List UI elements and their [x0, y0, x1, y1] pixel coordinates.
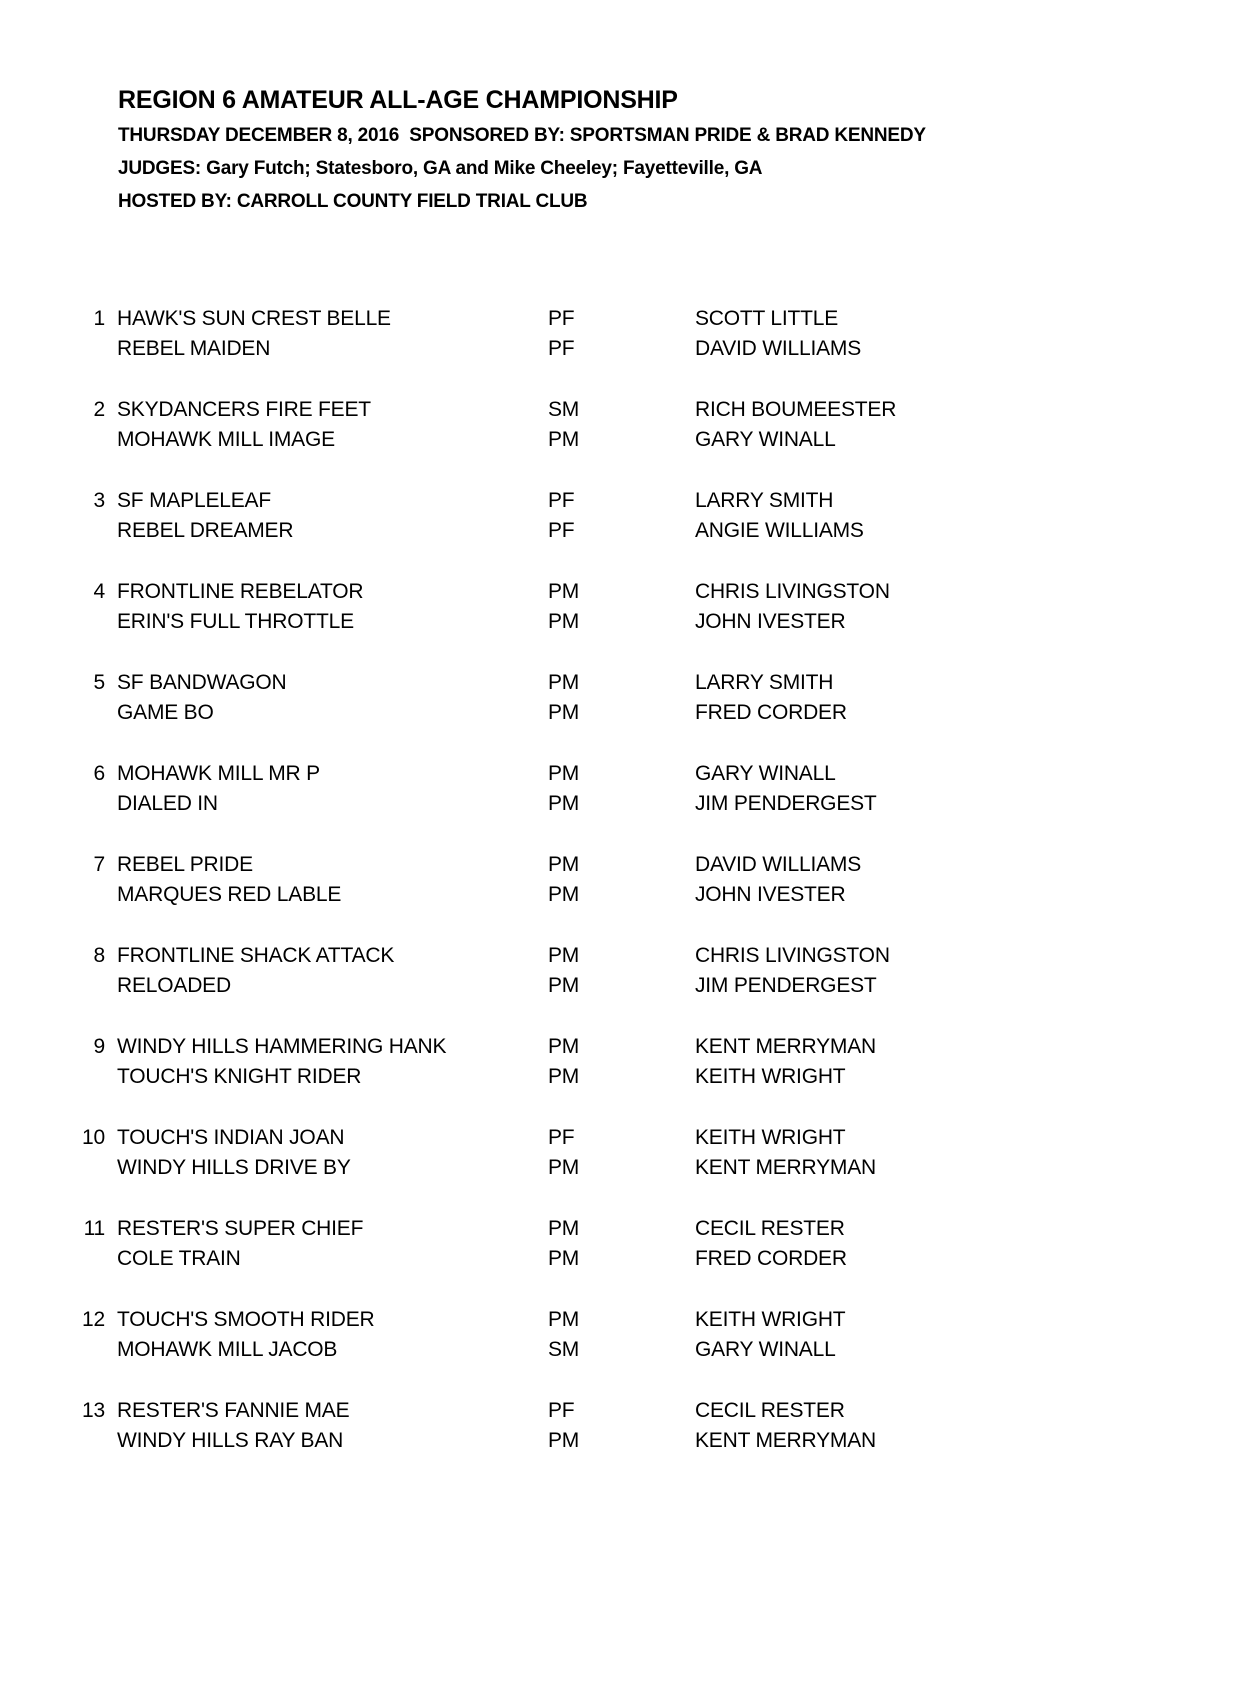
- dog-sex-code: PF: [548, 307, 575, 330]
- handler-name: KENT MERRYMAN: [695, 1429, 876, 1452]
- brace-number-blank: [0, 607, 105, 637]
- dog-name: TOUCH'S KNIGHT RIDER: [117, 1065, 362, 1088]
- handler-name: CHRIS LIVINGSTON: [695, 944, 890, 967]
- handler-name: DAVID WILLIAMS: [695, 337, 862, 360]
- brace-number: 13: [82, 1399, 105, 1422]
- brace-entry: [0, 941, 1241, 1001]
- handler-name: GARY WINALL: [695, 428, 836, 451]
- dog-name: WINDY HILLS RAY BAN: [117, 1429, 344, 1452]
- dog-name: RESTER'S FANNIE MAE: [117, 1399, 350, 1422]
- dog-sex-code: PM: [548, 1247, 580, 1270]
- handler-name: JIM PENDERGEST: [695, 974, 877, 997]
- dog-sex-code: PM: [548, 944, 580, 967]
- dog-name: TOUCH'S SMOOTH RIDER: [117, 1308, 375, 1331]
- dog-sex-code: PM: [548, 1035, 580, 1058]
- dog-name: MARQUES RED LABLE: [117, 883, 342, 906]
- dog-sex-code: PF: [548, 337, 575, 360]
- dog-sex-code: PF: [548, 519, 575, 542]
- dog-sex-code: PM: [548, 1308, 580, 1331]
- event-info-line-date-sponsor: THURSDAY DECEMBER 8, 2016 SPONSORED BY: SPORTSMAN PRIDE & BRAD KENNEDY: [118, 125, 926, 146]
- dog-row: [0, 1305, 1241, 1335]
- dog-sex-code: PM: [548, 1217, 580, 1240]
- brace-entry: [0, 759, 1241, 819]
- brace-number-blank: [0, 698, 105, 728]
- brace-number: 9: [93, 1035, 105, 1058]
- dog-sex-code: PF: [548, 489, 575, 512]
- dog-sex-code: PM: [548, 883, 580, 906]
- handler-name: KEITH WRIGHT: [695, 1065, 846, 1088]
- brace-number: 11: [83, 1217, 105, 1240]
- handler-name: LARRY SMITH: [695, 489, 834, 512]
- brace-number: 7: [93, 853, 105, 876]
- event-info-line-judges: JUDGES: Gary Futch; Statesboro, GA and Mike Cheeley; Fayetteville, GA: [118, 158, 763, 179]
- dog-sex-code: PF: [548, 1399, 575, 1422]
- dog-sex-code: PM: [548, 1065, 580, 1088]
- brace-number: 12: [82, 1308, 105, 1331]
- dog-sex-code: PM: [548, 671, 580, 694]
- brace-entry: [0, 1305, 1241, 1365]
- handler-name: KENT MERRYMAN: [695, 1035, 876, 1058]
- brace-number-blank: [0, 789, 105, 819]
- dog-name: MOHAWK MILL JACOB: [117, 1338, 338, 1361]
- dog-row: [0, 577, 1241, 607]
- handler-name: KENT MERRYMAN: [695, 1156, 876, 1179]
- dog-row: [0, 334, 1241, 364]
- brace-number-blank: [0, 880, 105, 910]
- dog-sex-code: PM: [548, 853, 580, 876]
- dog-name: REBEL MAIDEN: [117, 337, 271, 360]
- dog-name: RESTER'S SUPER CHIEF: [117, 1217, 364, 1240]
- handler-name: RICH BOUMEESTER: [695, 398, 897, 421]
- brace-number-blank: [0, 1153, 105, 1183]
- dog-name: REBEL PRIDE: [117, 853, 253, 876]
- dog-sex-code: PM: [548, 792, 580, 815]
- brace-entry: [0, 577, 1241, 637]
- dog-sex-code: PM: [548, 1429, 580, 1452]
- brace-number: 8: [93, 944, 105, 967]
- dog-name: COLE TRAIN: [117, 1247, 241, 1270]
- brace-number-blank: [0, 971, 105, 1001]
- running-order-list: [0, 304, 1241, 1456]
- dog-name: MOHAWK MILL IMAGE: [117, 428, 335, 451]
- dog-row: [0, 1214, 1241, 1244]
- dog-row: [0, 789, 1241, 819]
- dog-row: [0, 1335, 1241, 1365]
- dog-row: [0, 1123, 1241, 1153]
- dog-name: DIALED IN: [117, 792, 218, 815]
- brace-number: 10: [82, 1126, 105, 1149]
- handler-name: CECIL RESTER: [695, 1217, 845, 1240]
- dog-row: [0, 880, 1241, 910]
- brace-entry: [0, 1123, 1241, 1183]
- handler-name: GARY WINALL: [695, 1338, 836, 1361]
- brace-number-blank: [0, 425, 105, 455]
- dog-row: [0, 1153, 1241, 1183]
- handler-name: JIM PENDERGEST: [695, 792, 877, 815]
- dog-name: FRONTLINE SHACK ATTACK: [117, 944, 395, 967]
- dog-name: SF BANDWAGON: [117, 671, 287, 694]
- dog-name: FRONTLINE REBELATOR: [117, 580, 364, 603]
- dog-row: [0, 668, 1241, 698]
- dog-row: [0, 971, 1241, 1001]
- dog-row: [0, 941, 1241, 971]
- dog-name: REBEL DREAMER: [117, 519, 294, 542]
- brace-number-blank: [0, 1335, 105, 1365]
- dog-sex-code: SM: [548, 398, 580, 421]
- handler-name: JOHN IVESTER: [695, 883, 846, 906]
- brace-number: 5: [93, 671, 105, 694]
- document-header: [0, 0, 1241, 218]
- dog-row: [0, 1032, 1241, 1062]
- brace-entry: [0, 395, 1241, 455]
- handler-name: FRED CORDER: [695, 701, 847, 724]
- brace-number: 6: [93, 762, 105, 785]
- dog-row: [0, 395, 1241, 425]
- page-title: REGION 6 AMATEUR ALL-AGE CHAMPIONSHIP: [118, 86, 678, 114]
- dog-name: MOHAWK MILL MR P: [117, 762, 320, 785]
- brace-number-blank: [0, 334, 105, 364]
- handler-name: CECIL RESTER: [695, 1399, 845, 1422]
- brace-number: 3: [93, 489, 105, 512]
- handler-name: FRED CORDER: [695, 1247, 847, 1270]
- event-info-line-host: HOSTED BY: CARROLL COUNTY FIELD TRIAL CLUB: [118, 191, 588, 212]
- handler-name: SCOTT LITTLE: [695, 307, 839, 330]
- brace-entry: [0, 850, 1241, 910]
- dog-name: WINDY HILLS HAMMERING HANK: [117, 1035, 447, 1058]
- handler-name: GARY WINALL: [695, 762, 836, 785]
- handler-name: CHRIS LIVINGSTON: [695, 580, 890, 603]
- handler-name: DAVID WILLIAMS: [695, 853, 862, 876]
- dog-sex-code: PM: [548, 701, 580, 724]
- handler-name: KEITH WRIGHT: [695, 1308, 846, 1331]
- dog-row: [0, 698, 1241, 728]
- brace-number: 4: [93, 580, 105, 603]
- dog-name: TOUCH'S INDIAN JOAN: [117, 1126, 345, 1149]
- brace-entry: [0, 486, 1241, 546]
- dog-row: [0, 1396, 1241, 1426]
- dog-sex-code: PM: [548, 762, 580, 785]
- dog-row: [0, 607, 1241, 637]
- dog-row: [0, 1244, 1241, 1274]
- dog-sex-code: PM: [548, 610, 580, 633]
- brace-number: 2: [93, 398, 105, 421]
- dog-row: [0, 516, 1241, 546]
- brace-entry: [0, 304, 1241, 364]
- brace-entry: [0, 668, 1241, 728]
- dog-row: [0, 304, 1241, 334]
- dog-sex-code: PM: [548, 974, 580, 997]
- dog-name: GAME BO: [117, 701, 214, 724]
- dog-name: ERIN'S FULL THROTTLE: [117, 610, 354, 633]
- dog-name: HAWK'S SUN CREST BELLE: [117, 307, 391, 330]
- brace-number-blank: [0, 1244, 105, 1274]
- brace-number-blank: [0, 1062, 105, 1092]
- brace-entry: [0, 1032, 1241, 1092]
- brace-entry: [0, 1214, 1241, 1274]
- dog-sex-code: PM: [548, 1156, 580, 1179]
- dog-sex-code: PF: [548, 1126, 575, 1149]
- brace-number-blank: [0, 516, 105, 546]
- dog-name: SF MAPLELEAF: [117, 489, 271, 512]
- handler-name: JOHN IVESTER: [695, 610, 846, 633]
- dog-sex-code: PM: [548, 428, 580, 451]
- dog-row: [0, 486, 1241, 516]
- dog-name: RELOADED: [117, 974, 231, 997]
- dog-row: [0, 1062, 1241, 1092]
- dog-row: [0, 425, 1241, 455]
- brace-number-blank: [0, 1426, 105, 1456]
- handler-name: ANGIE WILLIAMS: [695, 519, 864, 542]
- dog-row: [0, 1426, 1241, 1456]
- handler-name: KEITH WRIGHT: [695, 1126, 846, 1149]
- brace-number: 1: [93, 307, 105, 330]
- dog-name: WINDY HILLS DRIVE BY: [117, 1156, 351, 1179]
- dog-name: SKYDANCERS FIRE FEET: [117, 398, 371, 421]
- dog-sex-code: PM: [548, 580, 580, 603]
- brace-entry: [0, 1396, 1241, 1456]
- dog-sex-code: SM: [548, 1338, 580, 1361]
- dog-row: [0, 850, 1241, 880]
- dog-row: [0, 759, 1241, 789]
- handler-name: LARRY SMITH: [695, 671, 834, 694]
- event-info-block: [118, 119, 1181, 218]
